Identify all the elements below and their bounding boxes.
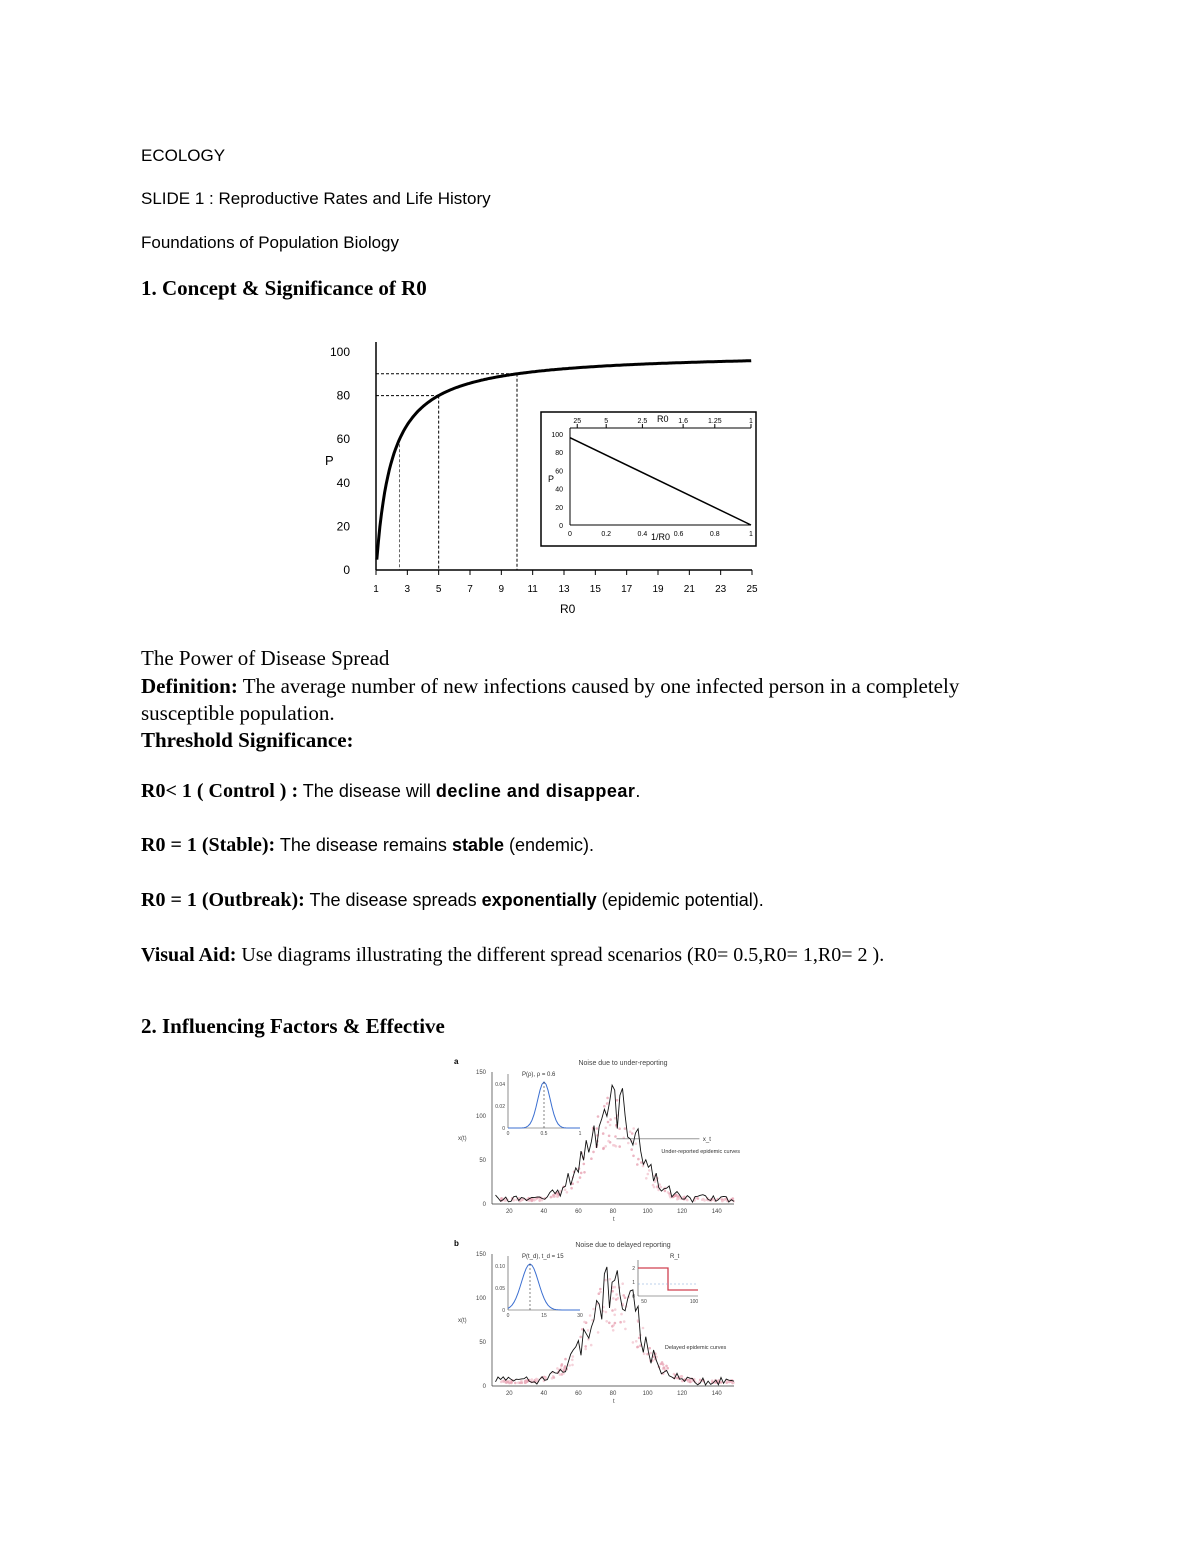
- noisy-sample: [506, 1381, 509, 1384]
- noisy-sample: [584, 1345, 587, 1348]
- noisy-sample: [559, 1373, 562, 1376]
- noisy-sample: [609, 1118, 612, 1121]
- noisy-sample: [614, 1117, 617, 1120]
- inset-distribution-curve: [508, 1264, 580, 1310]
- noisy-sample: [607, 1140, 610, 1143]
- definition-line: [141, 673, 959, 700]
- observed-epidemic-curve: [496, 1085, 735, 1202]
- noisy-sample: [577, 1181, 580, 1184]
- noisy-sample: [622, 1294, 625, 1297]
- x-tick-label: 1: [373, 584, 379, 595]
- noisy-sample: [648, 1347, 651, 1350]
- inset-y-tick-label: 20: [555, 504, 563, 512]
- noisy-sample: [604, 1279, 607, 1282]
- noisy-sample: [561, 1363, 564, 1366]
- noisy-sample: [583, 1321, 586, 1324]
- annotation-label: Under-reported epidemic curves: [661, 1148, 740, 1155]
- inset-x-tick-label: 15: [541, 1313, 547, 1319]
- y-tick-label: 80: [336, 388, 350, 403]
- noisy-sample: [620, 1313, 623, 1316]
- inset-top-tick-label: 5: [604, 418, 609, 425]
- epidemic-panel-b: [454, 1239, 735, 1405]
- noisy-sample: [732, 1381, 735, 1384]
- noisy-sample: [606, 1097, 609, 1100]
- noisy-sample: [572, 1355, 575, 1358]
- noisy-sample: [553, 1376, 556, 1379]
- rt-inset: [632, 1254, 698, 1305]
- noisy-sample: [605, 1127, 608, 1130]
- y-tick-label: 50: [479, 1158, 486, 1164]
- noisy-sample: [720, 1381, 723, 1384]
- x-tick-label: 15: [589, 584, 601, 595]
- inset-title: P(ρ), ρ = 0.6: [522, 1072, 556, 1078]
- rt-y-tick-label: 0: [632, 1294, 635, 1300]
- x-tick-label: 20: [505, 1209, 513, 1215]
- noisy-sample: [513, 1199, 516, 1202]
- noisy-sample: [608, 1135, 611, 1138]
- noisy-sample: [649, 1352, 652, 1355]
- inset-x-tick-label: 0.2: [601, 531, 612, 538]
- r0-stable-line: [141, 834, 594, 857]
- x-tick-label: 140: [711, 1209, 722, 1215]
- noisy-sample: [514, 1382, 517, 1385]
- rt-x-tick-label: 50: [641, 1299, 647, 1305]
- inset-y-tick-label: 0: [502, 1126, 505, 1132]
- noisy-sample: [618, 1145, 621, 1148]
- noisy-sample: [637, 1158, 640, 1161]
- subject-title: ECOLOGY: [141, 146, 226, 165]
- noisy-sample: [605, 1311, 608, 1314]
- panel-letter: b: [454, 1239, 459, 1248]
- noisy-sample: [596, 1127, 599, 1130]
- rt-y-tick-label: 2: [632, 1266, 635, 1272]
- noisy-sample: [624, 1296, 627, 1299]
- section-2-heading: 2. Influencing Factors & Effective: [141, 1014, 445, 1038]
- inset-y-tick-label: 0: [502, 1308, 505, 1314]
- inset-top-label: R0: [657, 414, 669, 424]
- subtitle: Foundations of Population Biology: [141, 233, 400, 252]
- r0-control-label: R0< 1 ( Control ) :: [141, 780, 299, 802]
- r0-stable-label: R0 = 1 (Stable):: [141, 834, 276, 856]
- inset-y-tick-label: 80: [555, 450, 563, 458]
- x-tick-label: 9: [498, 584, 505, 595]
- noisy-sample: [636, 1163, 639, 1166]
- noise-distribution-inset: [495, 1254, 583, 1319]
- noisy-sample: [660, 1186, 663, 1189]
- noisy-sample: [681, 1375, 684, 1378]
- noisy-sample: [605, 1320, 608, 1323]
- noisy-sample: [642, 1327, 645, 1330]
- y-axis-label: P: [325, 453, 334, 468]
- definition-label: Definition:: [141, 674, 238, 698]
- x-tick-label: 80: [609, 1209, 617, 1215]
- r0-control-line: [141, 780, 640, 803]
- inset-y-tick-label: 60: [555, 468, 563, 476]
- noisy-sample: [556, 1195, 559, 1198]
- noisy-sample: [614, 1135, 617, 1138]
- panel-title: Noise due to delayed reporting: [575, 1242, 671, 1249]
- noisy-sample: [611, 1309, 614, 1312]
- noisy-sample: [645, 1177, 648, 1180]
- inset-y-tick-label: 40: [555, 486, 563, 494]
- observed-epidemic-curve: [496, 1267, 735, 1385]
- inset-distribution-curve: [508, 1082, 580, 1128]
- noisy-sample: [571, 1359, 574, 1362]
- noisy-sample: [632, 1127, 635, 1130]
- inset-frame: [541, 412, 756, 546]
- x-tick-label: 19: [652, 584, 664, 595]
- x-tick-label: 60: [575, 1391, 582, 1397]
- noisy-sample: [584, 1348, 587, 1351]
- r0-outbreak-emphasis: exponentially: [481, 890, 597, 910]
- noisy-sample: [611, 1325, 614, 1328]
- x-tick-label: 5: [435, 584, 442, 595]
- visual-aid-label: Visual Aid:: [141, 944, 237, 966]
- slide-title: SLIDE 1 : Reproductive Rates and Life History: [141, 189, 491, 208]
- inset-y-tick-label: 0.02: [495, 1104, 505, 1110]
- section-1-heading: 1. Concept & Significance of R0: [141, 276, 427, 300]
- noisy-sample: [609, 1278, 612, 1281]
- x-tick-label: 120: [677, 1209, 688, 1215]
- noisy-sample: [629, 1130, 632, 1133]
- x-tick-label: 3: [404, 584, 411, 595]
- noisy-sample: [583, 1163, 586, 1166]
- inset-x-tick-label: 0: [568, 531, 572, 538]
- noisy-sample: [587, 1329, 590, 1332]
- noisy-sample: [643, 1353, 646, 1356]
- noisy-sample: [583, 1171, 586, 1174]
- noisy-sample: [603, 1105, 606, 1108]
- inset-y-label: P: [548, 474, 555, 484]
- inset-top-tick-label: 25: [573, 418, 582, 425]
- x-tick-label: 13: [558, 584, 570, 595]
- r0-outbreak-line: [141, 889, 764, 912]
- y-axis-label: x(t): [458, 1318, 467, 1324]
- noisy-sample: [534, 1198, 537, 1201]
- noisy-sample: [602, 1132, 605, 1135]
- noisy-sample: [618, 1127, 621, 1130]
- noisy-sample: [599, 1288, 602, 1291]
- r0-control-end: .: [635, 781, 641, 801]
- noisy-sample: [663, 1366, 666, 1369]
- inset-title: P(t_d), t_d = 15: [522, 1254, 564, 1260]
- noisy-sample: [579, 1176, 582, 1179]
- noisy-sample: [521, 1381, 524, 1384]
- noisy-sample: [612, 1297, 615, 1300]
- noisy-sample: [608, 1322, 611, 1325]
- y-tick-label: 40: [336, 475, 350, 490]
- noisy-sample: [590, 1157, 593, 1160]
- inset-top-tick-label: 1.6: [678, 418, 688, 425]
- noisy-sample: [686, 1199, 689, 1202]
- noisy-sample: [609, 1124, 612, 1127]
- epidemic-panel-a: [454, 1057, 740, 1223]
- noisy-sample: [564, 1358, 567, 1361]
- x-tick-label: 140: [711, 1391, 722, 1397]
- noisy-sample: [599, 1291, 602, 1294]
- r0-stable-end: (endemic).: [503, 835, 594, 855]
- noisy-sample: [597, 1115, 600, 1118]
- x-tick-label: 17: [621, 584, 633, 595]
- noisy-sample: [615, 1293, 618, 1296]
- inset-top-tick-label: 1: [749, 418, 753, 425]
- x-tick-label: 120: [677, 1391, 688, 1397]
- noisy-sample: [676, 1377, 679, 1380]
- visual-aid-text: Use diagrams illustrating the different spread scenarios (R0= 0.5,R0= 1,R0= 2 ).: [236, 944, 885, 966]
- threshold-heading: [141, 727, 354, 754]
- y-tick-label: 60: [336, 432, 350, 447]
- noisy-sample: [556, 1367, 559, 1370]
- noisy-sample: [635, 1340, 638, 1343]
- x-tick-label: 100: [642, 1209, 653, 1215]
- inset-x-tick-label: 0: [506, 1131, 510, 1137]
- noisy-sample: [632, 1155, 635, 1158]
- x-axis-label: R0: [560, 602, 576, 616]
- noisy-sample: [652, 1184, 655, 1187]
- y-tick-label: 0: [482, 1384, 486, 1390]
- inset-x-tick-label: 0.8: [709, 531, 720, 538]
- inset-y-tick-label: 0.05: [495, 1286, 505, 1292]
- noisy-sample: [612, 1329, 615, 1332]
- x-tick-label: 80: [609, 1391, 617, 1397]
- noisy-sample: [630, 1148, 633, 1151]
- noisy-sample: [661, 1361, 664, 1364]
- annotation-label: x_t: [702, 1136, 711, 1143]
- r0-outbreak-label: R0 = 1 (Outbreak):: [141, 889, 305, 911]
- x-tick-label: 21: [683, 584, 695, 595]
- noise-distribution-inset: [495, 1072, 581, 1137]
- power-heading: The Power of Disease Spread: [141, 646, 390, 670]
- noisy-sample: [689, 1381, 692, 1384]
- noisy-sample: [602, 1148, 605, 1151]
- noisy-sample: [580, 1172, 583, 1175]
- noisy-sample: [531, 1378, 534, 1381]
- noisy-sample: [538, 1198, 541, 1201]
- rt-y-tick-label: 1: [632, 1280, 635, 1286]
- noisy-sample: [664, 1190, 667, 1193]
- noisy-sample: [635, 1142, 638, 1145]
- noisy-sample: [501, 1380, 504, 1383]
- r0-outbreak-end: (epidemic potential).: [596, 890, 764, 910]
- y-tick-label: 100: [475, 1296, 486, 1302]
- noisy-sample: [616, 1099, 619, 1102]
- x-axis-label: t: [613, 1217, 615, 1223]
- visual-aid-line: [141, 944, 884, 967]
- inset-x-tick-label: 0.5: [540, 1131, 548, 1137]
- noisy-sample: [592, 1151, 595, 1154]
- inset-x-tick-label: 0: [506, 1313, 510, 1319]
- noisy-sample: [627, 1142, 630, 1145]
- x-tick-label: 100: [642, 1391, 653, 1397]
- threshold-label: Threshold Significance:: [141, 728, 354, 752]
- noisy-sample: [504, 1199, 507, 1202]
- noisy-sample: [566, 1191, 569, 1194]
- noisy-sample: [721, 1200, 724, 1203]
- noisy-sample: [592, 1308, 595, 1311]
- noisy-sample: [624, 1127, 627, 1130]
- r0-outbreak-text: The disease spreads: [304, 890, 482, 910]
- inset-y-tick-label: 0.04: [495, 1082, 505, 1088]
- inset-top-tick-label: 2.5: [637, 418, 648, 425]
- noisy-sample: [541, 1199, 544, 1202]
- noisy-sample: [552, 1194, 555, 1197]
- y-tick-label: 100: [329, 345, 350, 359]
- x-tick-label: 20: [505, 1391, 513, 1397]
- y-tick-label: 0: [343, 563, 350, 577]
- inset-y-tick-label: 0: [559, 523, 563, 530]
- noisy-sample: [564, 1365, 567, 1368]
- rt-x-tick-label: 100: [689, 1299, 699, 1305]
- noisy-curves-band: [500, 1278, 735, 1384]
- noisy-sample: [613, 1314, 616, 1317]
- noisy-sample: [571, 1364, 574, 1367]
- y-tick-label: 0: [482, 1202, 486, 1208]
- inset-y-tick-label: 0.10: [495, 1264, 505, 1270]
- noisy-sample: [597, 1331, 600, 1334]
- panel-letter: a: [454, 1057, 459, 1066]
- noisy-sample: [703, 1199, 706, 1202]
- noisy-sample: [615, 1298, 618, 1301]
- noisy-sample: [590, 1344, 593, 1347]
- x-tick-label: 40: [540, 1391, 548, 1397]
- inset-x-label: 1/R0: [651, 532, 671, 542]
- x-tick-label: 60: [575, 1209, 582, 1215]
- x-tick-label: 23: [715, 584, 727, 595]
- noisy-sample: [640, 1161, 643, 1164]
- noisy-sample: [624, 1328, 627, 1331]
- noisy-sample: [579, 1336, 582, 1339]
- inset-x-tick-label: 0.6: [673, 531, 684, 538]
- noisy-sample: [589, 1314, 592, 1317]
- panel-title: Noise due to under-reporting: [578, 1060, 668, 1067]
- r0-control-text: The disease will: [298, 781, 436, 801]
- noisy-sample: [623, 1320, 626, 1323]
- rt-step-line: [638, 1268, 698, 1290]
- noisy-sample: [612, 1144, 615, 1147]
- noisy-sample: [675, 1194, 678, 1197]
- y-tick-label: 20: [336, 519, 350, 534]
- inset-x-tick-label: 30: [577, 1313, 583, 1319]
- inset-x-tick-label: 1: [749, 531, 753, 538]
- noisy-sample: [564, 1188, 567, 1191]
- noisy-sample: [614, 1322, 617, 1325]
- y-tick-label: 150: [475, 1070, 486, 1076]
- x-tick-label: 11: [527, 584, 538, 595]
- r0-control-emphasis: decline and disappear: [435, 781, 636, 801]
- noisy-sample: [631, 1132, 634, 1135]
- rt-inset-label: R_t: [670, 1254, 680, 1260]
- y-tick-label: 50: [479, 1340, 486, 1346]
- definition-text: The average number of new infections caused by one infected person in a completely: [237, 674, 960, 698]
- x-axis-label: t: [613, 1399, 615, 1405]
- noisy-sample: [669, 1194, 672, 1197]
- noisy-sample: [666, 1367, 669, 1370]
- y-tick-label: 150: [475, 1252, 486, 1258]
- noisy-sample: [604, 1145, 607, 1148]
- noisy-sample: [570, 1187, 573, 1190]
- inset-top-tick-label: 1.25: [707, 418, 722, 425]
- noisy-sample: [648, 1169, 651, 1172]
- y-axis-label: x(t): [458, 1136, 467, 1142]
- annotation-label: Delayed epidemic curves: [664, 1345, 727, 1352]
- inset-x-tick-label: 1: [578, 1131, 582, 1137]
- definition-continuation: susceptible population.: [141, 701, 335, 725]
- noisy-sample: [568, 1364, 571, 1367]
- y-tick-label: 100: [475, 1114, 486, 1120]
- x-tick-label: 40: [540, 1209, 548, 1215]
- noisy-sample: [697, 1197, 700, 1200]
- noisy-sample: [647, 1173, 650, 1176]
- inset-y-tick-label: 100: [551, 432, 563, 439]
- x-tick-label: 25: [746, 584, 758, 595]
- r0-stable-emphasis: stable: [451, 835, 504, 855]
- r0-herd-immunity-chart: [310, 330, 770, 625]
- x-tick-label: 7: [467, 584, 473, 595]
- noisy-sample: [619, 1321, 622, 1324]
- r0-stable-text: The disease remains: [275, 835, 452, 855]
- noisy-sample: [632, 1341, 635, 1344]
- noisy-sample: [665, 1365, 668, 1368]
- noisy-sample: [621, 1282, 624, 1285]
- epidemic-noise-figure: [448, 1052, 748, 1412]
- inset-x-tick-label: 0.4: [637, 531, 648, 538]
- noisy-sample: [636, 1346, 639, 1349]
- noisy-sample: [614, 1308, 617, 1311]
- noisy-sample: [607, 1121, 610, 1124]
